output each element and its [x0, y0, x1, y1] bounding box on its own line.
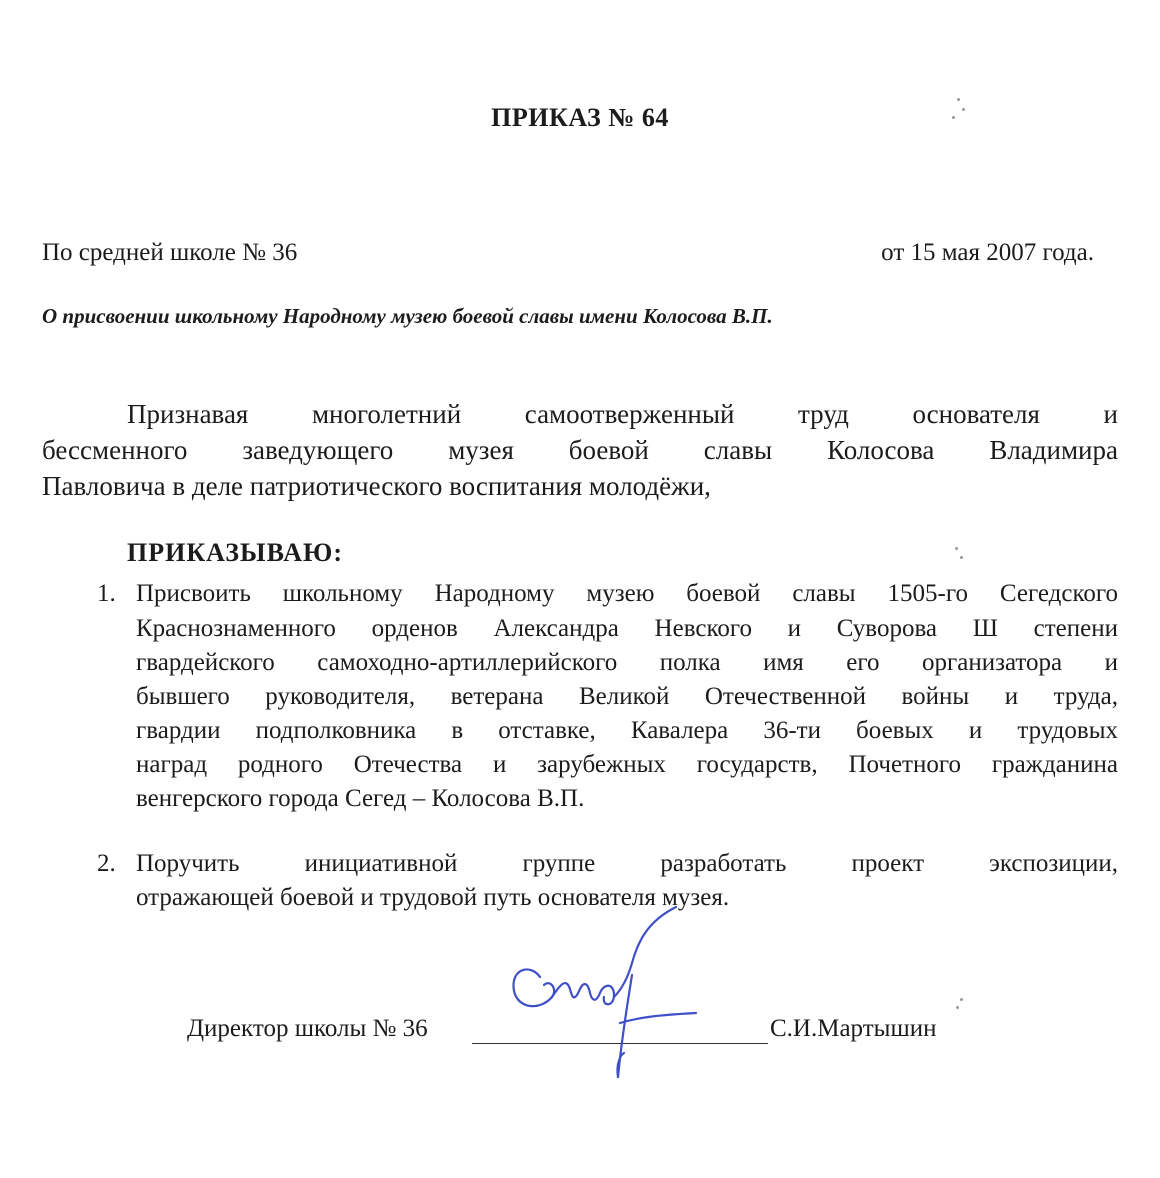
order-subject: О присвоении школьному Народному музею боевой славы имени Колосова В.П.	[42, 304, 773, 328]
school-name: По средней школе № 36	[42, 239, 298, 266]
item-number: 1.	[97, 580, 116, 607]
signatory-title: Директор школы № 36	[187, 1015, 428, 1042]
item-line: Поручить инициативной группе разработать проект экспозиции,	[136, 850, 1118, 877]
item-line: бывшего руководителя, ветерана Великой Отечественной войны и труда,	[136, 683, 1118, 710]
item-line: венгерского города Сегед – Колосова В.П.	[136, 785, 585, 812]
item-line: Краснознаменного орденов Александра Невского и Суворова Ш степени	[136, 615, 1118, 642]
document-title: ПРИКАЗ № 64	[491, 103, 669, 132]
preamble-line: бессменного заведующего музея боевой славы Колосова Владимира	[42, 435, 1118, 465]
item-line: наград родного Отечества и зарубежных государств, Почетного гражданина	[136, 751, 1118, 778]
order-heading: ПРИКАЗЫВАЮ:	[127, 538, 343, 567]
item-line: гвардейского самоходно-артиллерийского полка имя его организатора и	[136, 649, 1118, 676]
item-line: отражающей боевой и трудовой путь основателя музея.	[136, 884, 730, 911]
item-number: 2.	[97, 850, 116, 877]
preamble-line: Признавая многолетний самоотверженный труд основателя и	[127, 399, 1118, 429]
handwritten-signature	[500, 905, 720, 1085]
item-line: гвардии подполковника в отставке, Кавалера 36-ти боевых и трудовых	[136, 717, 1118, 744]
item-line: Присвоить школьному Народному музею боевой славы 1505-го Сегедского	[136, 580, 1118, 607]
preamble-line: Павловича в деле патриотического воспитания молодёжи,	[42, 471, 711, 501]
order-date: от 15 мая 2007 года.	[881, 239, 1094, 266]
signatory-name: С.И.Мартышин	[770, 1015, 937, 1042]
